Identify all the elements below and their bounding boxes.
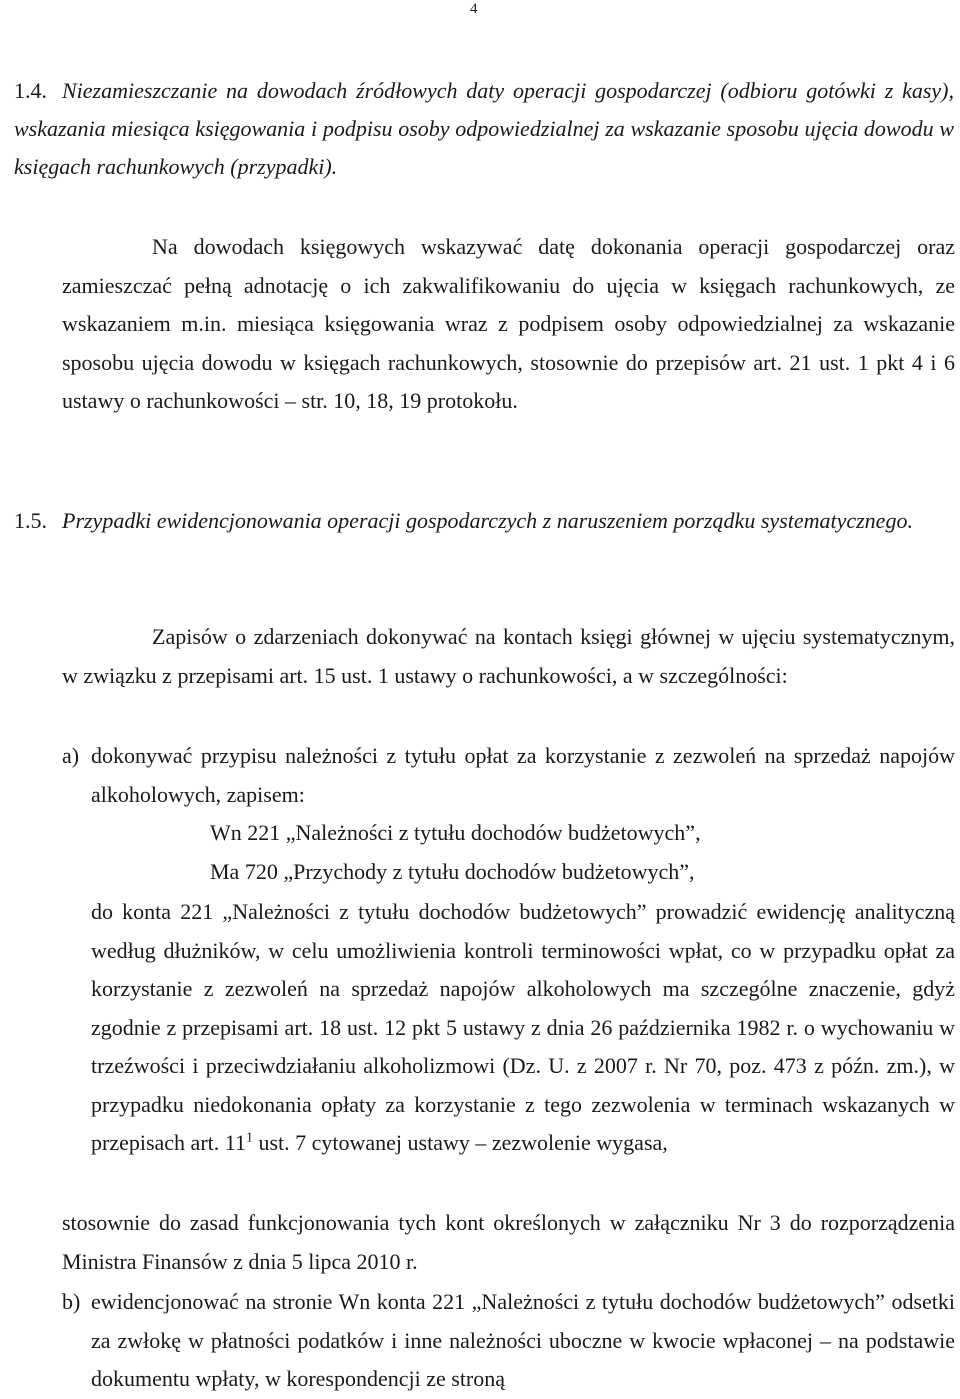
section-1-5-body: Zapisów o zdarzeniach dokonywać na kontach księgi głównej w ujęciu systematycznym, w związku z przepisami art. 15 ust. 1 ustawy o rachunkowości, a w szczególności:	[62, 624, 955, 688]
section-1-5-number: 1.5.	[14, 508, 47, 533]
item-a-text-main: do konta 221 „Należności z tytułu dochodów budżetowych” prowadzić ewidencję analityczną według dłużników, w celu umożliwienia kontroli terminowości wpłat, co w przypadku opłat za korzystanie z zezwoleń na sprzedaż napojów alkoholowych ma szczególne znaczenie, gdyż zgodnie z przepisami art. 18 ust. 12 pkt 5 ustawy z dnia 26 października 1982 r. o wychowaniu w trzeźwości i przeciwdziałaniu alkoholizmowi (Dz. U. z 2007 r. Nr 70, poz. 473 z późn. zm.), w przypadku niedokonania opłaty za korzystanie z tego zezwolenia w terminach wskazanych w przepisach art. 11	[91, 899, 955, 1155]
item-a-text-end: ust. 7 cytowanej ustawy – zezwolenie wygasa,	[252, 1130, 668, 1155]
item-b-text: ewidencjonować na stronie Wn konta 221 „Należności z tytułu dochodów budżetowych” odsetki za zwłokę w płatności podatków i inne należności uboczne w kwocie wpłaconej – na podstawie dokumentu wpłaty, w korespondencji ze stroną	[91, 1289, 955, 1391]
page-number: 4	[470, 1, 478, 17]
section-1-4-number: 1.4.	[14, 78, 47, 103]
section-1-5-heading	[14, 502, 954, 540]
item-a-intro: dokonywać przypisu należności z tytułu opłat za korzystanie z zezwoleń na sprzedaż napojów alkoholowych, zapisem:	[91, 743, 955, 807]
list-marker-b: b)	[62, 1289, 81, 1314]
posting-ma: Ma 720 „Przychody z tytułu dochodów budżetowych”,	[210, 859, 695, 884]
section-1-5-title: Przypadki ewidencjonowania operacji gospodarczych z naruszeniem porządku systematycznego.	[62, 508, 913, 533]
section-1-4-heading	[14, 72, 954, 186]
section-1-4-title: Niezamieszczanie na dowodach źródłowych daty operacji gospodarczej (odbioru gotówki z kasy), wskazania miesiąca księgowania i podpisu osoby odpowiedzialnej za wskazanie sposobu ujęcia dowodu w księgach rachunkowych (przypadki).	[14, 78, 954, 179]
section-1-4-body: Na dowodach księgowych wskazywać datę dokonania operacji gospodarczej oraz zamieszczać pełną adnotację o ich zakwalifikowaniu do ujęcia w księgach rachunkowych, ze wskazaniem m.in. miesiąca księgowania wraz z podpisem osoby odpowiedzialnej za wskazanie sposobu ujęcia dowodu w księgach rachunkowych, stosownie do przepisów art. 21 ust. 1 pkt 4 i 6 ustawy o rachunkowości – str. 10, 18, 19 protokołu.	[62, 234, 955, 413]
item-a-text	[91, 893, 955, 1163]
list-item-a	[62, 737, 955, 814]
list-marker-a: a)	[62, 743, 80, 768]
after-item-a-text: stosownie do zasad funkcjonowania tych kont określonych w załączniku Nr 3 do rozporządzenia Ministra Finansów z dnia 5 lipca 2010 r.	[62, 1210, 955, 1274]
posting-wn: Wn 221 „Należności z tytułu dochodów budżetowych”,	[210, 820, 701, 845]
item-a-superscript: 1	[245, 1130, 253, 1146]
list-item-b	[62, 1283, 955, 1399]
